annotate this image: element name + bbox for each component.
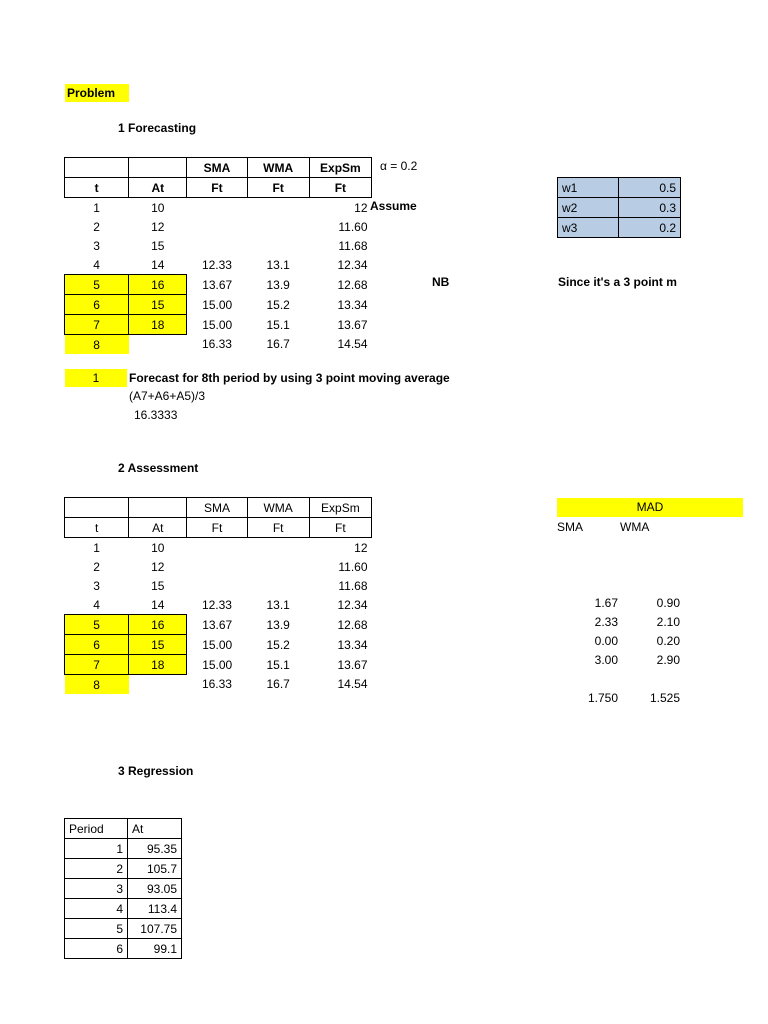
mad-header-sma: SMA [557, 520, 584, 534]
cell-period[interactable]: 5 [65, 919, 128, 939]
table-row [65, 615, 372, 635]
cell-sma[interactable] [187, 557, 247, 576]
question-text: Forecast for 8th period by using 3 point moving average [129, 371, 450, 385]
cell-wma[interactable]: 15.2 [266, 297, 290, 312]
table-header-row [65, 819, 182, 839]
cell-wma[interactable]: 13.9 [266, 277, 290, 292]
cell-wma[interactable]: 15.2 [266, 637, 290, 652]
cell-at[interactable]: 18 [129, 315, 187, 335]
cell-sma[interactable]: 16.33 [201, 677, 232, 692]
weight-value[interactable]: 0.2 [619, 218, 681, 238]
cell-expsm[interactable]: 13.34 [337, 297, 368, 312]
assume-label: Assume [370, 199, 417, 213]
table-row [65, 538, 372, 558]
table-row [65, 255, 372, 275]
cell-t[interactable]: 6 [65, 635, 129, 655]
forecast-table [64, 157, 372, 354]
cell-t[interactable]: 8 [65, 675, 129, 695]
cell-at[interactable]: 12 [151, 559, 165, 574]
table-row [65, 335, 372, 355]
cell-sma[interactable]: 12.33 [201, 597, 232, 612]
header-cell[interactable]: At [129, 518, 187, 538]
cell-expsm[interactable]: 12.34 [337, 257, 368, 272]
cell-wma[interactable]: 15.1 [266, 657, 290, 672]
table-row [65, 315, 372, 335]
cell-wma[interactable]: 15.1 [266, 317, 290, 332]
cell-at[interactable]: 15 [129, 635, 187, 655]
cell-wma[interactable] [247, 198, 309, 218]
mad-avg-sma: 1.750 [587, 691, 618, 705]
table-row [65, 576, 372, 595]
mad-sma-value: 2.33 [594, 615, 618, 629]
mad-label: MAD [557, 498, 743, 517]
header-cell[interactable]: Ft [247, 518, 309, 538]
cell-at[interactable]: 15 [151, 238, 165, 253]
header-cell[interactable] [129, 158, 187, 178]
cell-at[interactable]: 113.4 [128, 899, 182, 919]
cell-t[interactable]: 2 [93, 559, 100, 574]
mad-wma-value: 0.90 [656, 596, 680, 610]
table-row [65, 919, 182, 939]
cell-at[interactable]: 15 [129, 295, 187, 315]
cell-at[interactable]: 107.75 [128, 919, 182, 939]
header-cell[interactable]: t [65, 178, 129, 198]
cell-t[interactable]: 2 [93, 219, 100, 234]
cell-wma[interactable]: 16.7 [266, 677, 290, 692]
cell-at[interactable]: 15 [151, 578, 165, 593]
cell-expsm[interactable]: 11.68 [338, 578, 368, 593]
table-row [65, 595, 372, 615]
cell-sma[interactable]: 13.67 [202, 617, 233, 632]
cell-sma[interactable] [187, 236, 247, 255]
cell-wma[interactable] [247, 557, 309, 576]
header-cell[interactable]: Period [65, 819, 128, 839]
question-number: 1 [65, 369, 127, 387]
cell-wma[interactable] [247, 538, 309, 558]
cell-t[interactable]: 4 [93, 597, 100, 612]
cell-sma[interactable]: 15.00 [202, 637, 233, 652]
cell-sma[interactable]: 15.00 [202, 297, 233, 312]
cell-t[interactable]: 7 [65, 655, 129, 675]
cell-sma[interactable]: 15.00 [202, 657, 233, 672]
mad-wma-value: 2.10 [656, 615, 680, 629]
cell-expsm[interactable]: 11.60 [338, 219, 368, 234]
cell-expsm[interactable]: 12.68 [337, 277, 368, 292]
cell-sma[interactable] [187, 576, 247, 595]
assessment-table [64, 497, 372, 694]
cell-period[interactable]: 6 [65, 939, 128, 959]
header-cell[interactable]: Ft [247, 178, 309, 198]
cell-t[interactable]: 5 [65, 615, 129, 635]
weight-name[interactable]: w1 [558, 178, 619, 198]
cell-at[interactable]: 14 [151, 597, 165, 612]
cell-t[interactable]: 8 [65, 335, 129, 355]
cell-expsm[interactable]: 12 [354, 540, 368, 555]
header-cell[interactable]: Ft [187, 178, 247, 198]
cell-at[interactable]: 16 [129, 615, 187, 635]
table-row [65, 879, 182, 899]
cell-wma[interactable] [247, 576, 309, 595]
header-cell[interactable] [65, 158, 129, 178]
header-cell[interactable]: Ft [309, 518, 371, 538]
table-row [558, 198, 681, 218]
header-cell[interactable]: Ft [309, 178, 371, 198]
table-row [65, 236, 372, 255]
mad-sma-value: 3.00 [594, 653, 618, 667]
header-cell[interactable] [65, 498, 129, 518]
regression-table [64, 818, 182, 959]
cell-sma[interactable] [187, 198, 247, 218]
section-assessment-title: 2 Assessment [118, 461, 199, 475]
cell-wma[interactable]: 16.7 [266, 337, 290, 352]
weight-value[interactable]: 0.3 [619, 198, 681, 218]
cell-at[interactable]: 99.1 [128, 939, 182, 959]
cell-sma[interactable]: 16.33 [201, 337, 232, 352]
table-row [65, 655, 372, 675]
cell-wma[interactable]: 13.9 [266, 617, 290, 632]
table-row [558, 218, 681, 238]
table-header-row [65, 498, 372, 518]
cell-expsm[interactable]: 12.34 [337, 597, 368, 612]
section-regression-title: 3 Regression [118, 764, 194, 778]
cell-t[interactable]: 3 [93, 238, 100, 253]
mad-sma-value: 1.67 [594, 596, 618, 610]
table-row [65, 275, 372, 295]
problem-label: Problem [65, 84, 129, 102]
table-row [65, 859, 182, 879]
table-row [65, 939, 182, 959]
cell-sma[interactable]: 15.00 [202, 317, 233, 332]
cell-expsm[interactable]: 13.67 [337, 317, 368, 332]
cell-wma[interactable] [247, 217, 309, 236]
cell-expsm[interactable]: 12 [354, 200, 368, 215]
cell-at[interactable]: 14 [151, 257, 165, 272]
table-row [65, 295, 372, 315]
table-subheader-row [65, 518, 372, 538]
alpha-label: α = 0.2 [380, 159, 418, 173]
cell-at[interactable]: 105.7 [128, 859, 182, 879]
cell-t[interactable]: 1 [93, 540, 100, 555]
cell-wma[interactable]: 13.1 [266, 257, 290, 272]
cell-expsm[interactable]: 11.60 [338, 559, 368, 574]
table-row [65, 635, 372, 655]
table-subheader-row [65, 178, 372, 198]
cell-t[interactable]: 3 [93, 578, 100, 593]
header-cell[interactable]: SMA [187, 158, 247, 178]
formula-text: (A7+A6+A5)/3 [129, 389, 206, 403]
header-cell[interactable]: Ft [187, 518, 247, 538]
cell-period[interactable]: 3 [65, 879, 128, 899]
cell-sma[interactable]: 13.67 [202, 277, 233, 292]
cell-expsm[interactable]: 12.68 [337, 617, 368, 632]
nb-label: NB [432, 275, 450, 289]
cell-expsm[interactable]: 11.68 [338, 238, 368, 253]
table-header-row [65, 158, 372, 178]
header-cell[interactable]: WMA [247, 158, 309, 178]
table-row [558, 178, 681, 198]
cell-period[interactable]: 1 [65, 839, 128, 859]
cell-expsm[interactable]: 14.54 [337, 337, 368, 352]
table-row [65, 217, 372, 236]
mad-avg-wma: 1.525 [649, 691, 680, 705]
header-cell[interactable]: At [128, 819, 182, 839]
cell-sma[interactable] [187, 217, 247, 236]
cell-expsm[interactable]: 13.34 [337, 637, 368, 652]
cell-expsm[interactable]: 14.54 [337, 677, 368, 692]
section-forecasting-title: 1 Forecasting [118, 121, 197, 135]
table-row [65, 198, 372, 218]
header-cell[interactable]: At [129, 178, 187, 198]
cell-sma[interactable]: 12.33 [201, 257, 232, 272]
weight-name[interactable]: w2 [558, 198, 619, 218]
cell-at[interactable]: 16 [129, 275, 187, 295]
result-value: 16.3333 [134, 408, 178, 422]
cell-t[interactable]: 4 [93, 257, 100, 272]
mad-sma-value: 0.00 [594, 634, 618, 648]
cell-at[interactable]: 18 [129, 655, 187, 675]
cell-sma[interactable] [187, 538, 247, 558]
cell-expsm[interactable]: 13.67 [337, 657, 368, 672]
header-cell[interactable]: WMA [247, 498, 309, 518]
cell-t[interactable]: 6 [65, 295, 129, 315]
cell-at[interactable]: 10 [151, 540, 165, 555]
cell-t[interactable]: 1 [93, 200, 100, 215]
cell-t[interactable]: 7 [65, 315, 129, 335]
header-cell[interactable] [129, 498, 187, 518]
cell-at[interactable]: 10 [151, 200, 165, 215]
note-text: Since it's a 3 point m [558, 275, 677, 289]
weights-table [557, 177, 681, 238]
weight-name[interactable]: w3 [558, 218, 619, 238]
mad-header-wma: WMA [620, 520, 650, 534]
cell-t[interactable]: 5 [65, 275, 129, 295]
cell-period[interactable]: 4 [65, 899, 128, 919]
cell-at[interactable]: 95.35 [128, 839, 182, 859]
cell-wma[interactable] [247, 236, 309, 255]
cell-at[interactable]: 12 [151, 219, 165, 234]
table-row [65, 557, 372, 576]
cell-wma[interactable]: 13.1 [266, 597, 290, 612]
mad-wma-value: 0.20 [656, 634, 680, 648]
table-row [65, 675, 372, 695]
cell-at[interactable] [129, 335, 187, 355]
cell-at[interactable] [129, 675, 187, 695]
cell-at[interactable]: 93.05 [128, 879, 182, 899]
table-row [65, 899, 182, 919]
header-cell[interactable]: t [65, 518, 129, 538]
table-row [65, 839, 182, 859]
mad-wma-value: 2.90 [656, 653, 680, 667]
header-cell[interactable]: ExpSm [309, 158, 371, 178]
header-cell[interactable]: SMA [187, 498, 247, 518]
header-cell[interactable]: ExpSm [309, 498, 371, 518]
weight-value[interactable]: 0.5 [619, 178, 681, 198]
cell-period[interactable]: 2 [65, 859, 128, 879]
